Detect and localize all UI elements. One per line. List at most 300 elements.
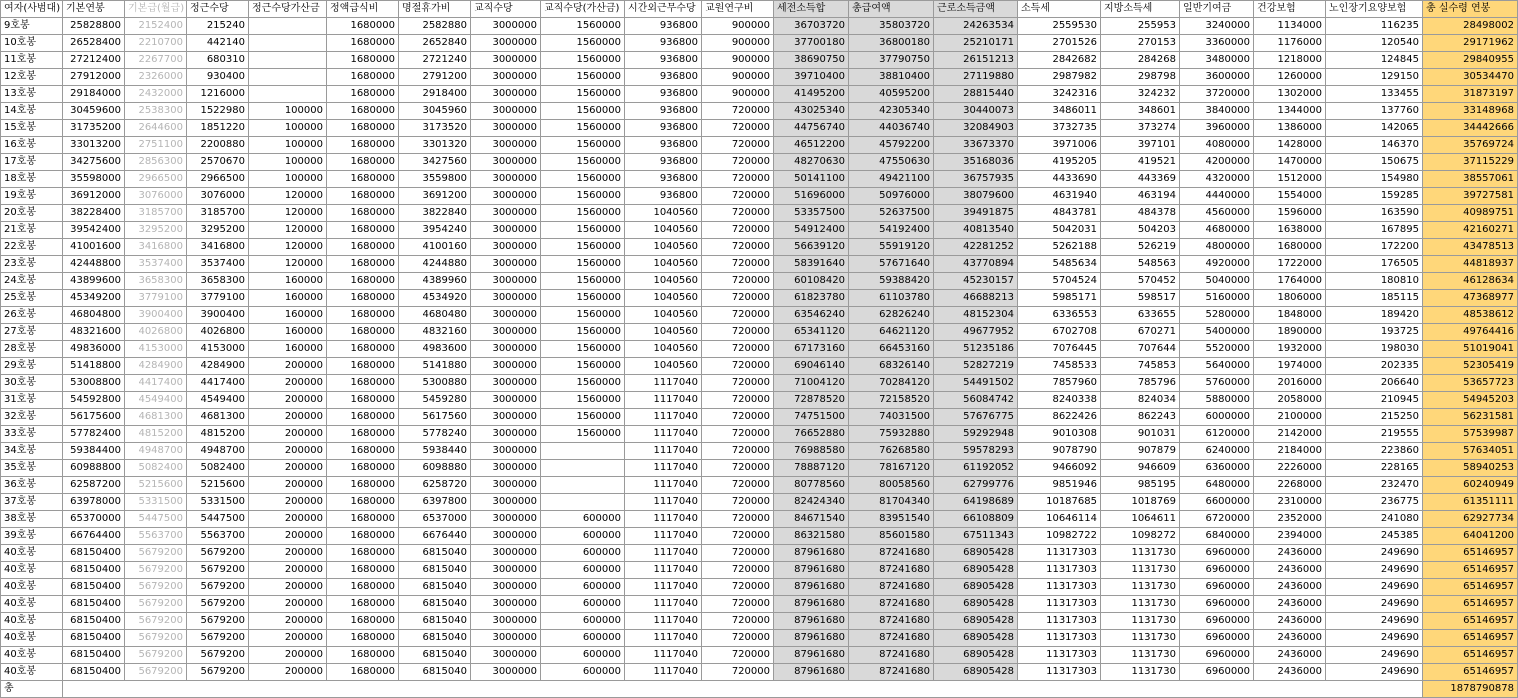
cell-monthly-base[interactable]: 4284900 [125, 358, 187, 375]
cell-monthly-base[interactable]: 5082400 [125, 460, 187, 477]
cell-grade[interactable]: 22호봉 [1, 239, 63, 256]
cell-meal-allowance[interactable]: 1680000 [327, 69, 399, 86]
cell-pension-contribution[interactable]: 3960000 [1180, 120, 1254, 137]
cell-longterm-care-insurance[interactable]: 249690 [1326, 545, 1423, 562]
cell-earned-income[interactable]: 54491502 [934, 375, 1018, 392]
cell-teaching-bonus[interactable]: 1560000 [541, 120, 625, 137]
cell-research-allowance[interactable]: 720000 [702, 205, 774, 222]
cell-research-allowance[interactable]: 720000 [702, 596, 774, 613]
cell-holiday-bonus[interactable]: 2582880 [399, 18, 471, 35]
cell-total-salary[interactable]: 68326140 [849, 358, 934, 375]
cell-longterm-care-insurance[interactable]: 129150 [1326, 69, 1423, 86]
cell-teaching-bonus[interactable]: 600000 [541, 664, 625, 681]
cell-overtime-allowance[interactable]: 1040560 [625, 307, 702, 324]
cell-teaching-allowance[interactable]: 3000000 [471, 273, 541, 290]
cell-total-salary[interactable]: 47550630 [849, 154, 934, 171]
cell-grade[interactable]: 34호봉 [1, 443, 63, 460]
cell-teaching-allowance[interactable]: 3000000 [471, 324, 541, 341]
cell-local-income-tax[interactable]: 570452 [1101, 273, 1180, 290]
cell-holiday-bonus[interactable]: 3954240 [399, 222, 471, 239]
cell-total-salary[interactable]: 50976000 [849, 188, 934, 205]
cell-teaching-bonus[interactable]: 1560000 [541, 392, 625, 409]
cell-total-salary[interactable]: 52637500 [849, 205, 934, 222]
cell-diligence-bonus[interactable]: 120000 [249, 222, 327, 239]
cell-overtime-allowance[interactable]: 1040560 [625, 205, 702, 222]
cell-total-salary[interactable]: 87241680 [849, 596, 934, 613]
cell-teaching-bonus[interactable]: 1560000 [541, 426, 625, 443]
cell-longterm-care-insurance[interactable]: 189420 [1326, 307, 1423, 324]
cell-teaching-allowance[interactable]: 3000000 [471, 239, 541, 256]
cell-base-salary[interactable]: 56175600 [63, 409, 125, 426]
cell-total-salary[interactable]: 87241680 [849, 647, 934, 664]
cell-gross-income[interactable]: 48270630 [774, 154, 849, 171]
cell-earned-income[interactable]: 51235186 [934, 341, 1018, 358]
cell-longterm-care-insurance[interactable]: 215250 [1326, 409, 1423, 426]
cell-research-allowance[interactable]: 720000 [702, 545, 774, 562]
header-gross-income[interactable]: 세전소득합 [774, 1, 849, 18]
cell-local-income-tax[interactable]: 548563 [1101, 256, 1180, 273]
cell-pension-contribution[interactable]: 6120000 [1180, 426, 1254, 443]
cell-overtime-allowance[interactable]: 1117040 [625, 528, 702, 545]
cell-teaching-allowance[interactable]: 3000000 [471, 35, 541, 52]
cell-teaching-allowance[interactable]: 3000000 [471, 52, 541, 69]
cell-pension-contribution[interactable]: 3480000 [1180, 52, 1254, 69]
cell-earned-income[interactable]: 39491875 [934, 205, 1018, 222]
cell-pension-contribution[interactable]: 6240000 [1180, 443, 1254, 460]
cell-overtime-allowance[interactable]: 936800 [625, 69, 702, 86]
cell-teaching-bonus[interactable]: 1560000 [541, 205, 625, 222]
cell-diligence-allowance[interactable]: 4681300 [187, 409, 249, 426]
cell-base-salary[interactable]: 68150400 [63, 596, 125, 613]
cell-holiday-bonus[interactable]: 5141880 [399, 358, 471, 375]
cell-meal-allowance[interactable]: 1680000 [327, 596, 399, 613]
cell-meal-allowance[interactable]: 1680000 [327, 137, 399, 154]
cell-earned-income[interactable]: 45230157 [934, 273, 1018, 290]
cell-local-income-tax[interactable]: 1131730 [1101, 562, 1180, 579]
cell-grade[interactable]: 9호봉 [1, 18, 63, 35]
cell-income-tax[interactable]: 5704524 [1018, 273, 1101, 290]
cell-longterm-care-insurance[interactable]: 249690 [1326, 596, 1423, 613]
cell-longterm-care-insurance[interactable]: 146370 [1326, 137, 1423, 154]
cell-net-annual-pay[interactable]: 65146957 [1423, 596, 1518, 613]
cell-pension-contribution[interactable]: 5040000 [1180, 273, 1254, 290]
cell-diligence-bonus[interactable]: 200000 [249, 562, 327, 579]
cell-earned-income[interactable]: 68905428 [934, 664, 1018, 681]
cell-local-income-tax[interactable]: 348601 [1101, 103, 1180, 120]
cell-diligence-bonus[interactable]: 200000 [249, 545, 327, 562]
cell-monthly-base[interactable]: 5679200 [125, 630, 187, 647]
cell-longterm-care-insurance[interactable]: 249690 [1326, 562, 1423, 579]
cell-teaching-allowance[interactable]: 3000000 [471, 171, 541, 188]
cell-base-salary[interactable]: 68150400 [63, 545, 125, 562]
cell-meal-allowance[interactable]: 1680000 [327, 18, 399, 35]
cell-monthly-base[interactable]: 3900400 [125, 307, 187, 324]
cell-gross-income[interactable]: 51696000 [774, 188, 849, 205]
cell-diligence-bonus[interactable]: 160000 [249, 273, 327, 290]
cell-grade[interactable]: 40호봉 [1, 562, 63, 579]
cell-net-annual-pay[interactable]: 51019041 [1423, 341, 1518, 358]
cell-total-salary[interactable]: 87241680 [849, 579, 934, 596]
cell-local-income-tax[interactable]: 1131730 [1101, 579, 1180, 596]
cell-teaching-allowance[interactable]: 3000000 [471, 154, 541, 171]
cell-health-insurance[interactable]: 1806000 [1254, 290, 1326, 307]
cell-base-salary[interactable]: 48321600 [63, 324, 125, 341]
cell-overtime-allowance[interactable]: 1040560 [625, 222, 702, 239]
cell-diligence-allowance[interactable]: 3295200 [187, 222, 249, 239]
cell-research-allowance[interactable]: 720000 [702, 222, 774, 239]
cell-net-annual-pay[interactable]: 38557061 [1423, 171, 1518, 188]
cell-gross-income[interactable]: 44756740 [774, 120, 849, 137]
cell-health-insurance[interactable]: 2394000 [1254, 528, 1326, 545]
cell-health-insurance[interactable]: 1386000 [1254, 120, 1326, 137]
cell-health-insurance[interactable]: 1428000 [1254, 137, 1326, 154]
cell-overtime-allowance[interactable]: 936800 [625, 103, 702, 120]
cell-total-salary[interactable]: 36800180 [849, 35, 934, 52]
cell-earned-income[interactable]: 46688213 [934, 290, 1018, 307]
cell-teaching-bonus[interactable]: 1560000 [541, 154, 625, 171]
cell-research-allowance[interactable]: 900000 [702, 52, 774, 69]
cell-diligence-bonus[interactable]: 160000 [249, 324, 327, 341]
cell-diligence-allowance[interactable]: 4153000 [187, 341, 249, 358]
cell-total-salary[interactable]: 49421100 [849, 171, 934, 188]
cell-teaching-bonus[interactable] [541, 494, 625, 511]
cell-net-annual-pay[interactable]: 40989751 [1423, 205, 1518, 222]
cell-total-salary[interactable]: 54192400 [849, 222, 934, 239]
cell-local-income-tax[interactable]: 1131730 [1101, 545, 1180, 562]
cell-longterm-care-insurance[interactable]: 202335 [1326, 358, 1423, 375]
cell-longterm-care-insurance[interactable]: 249690 [1326, 647, 1423, 664]
cell-overtime-allowance[interactable]: 1117040 [625, 375, 702, 392]
cell-income-tax[interactable]: 9466092 [1018, 460, 1101, 477]
cell-earned-income[interactable]: 48152304 [934, 307, 1018, 324]
cell-longterm-care-insurance[interactable]: 206640 [1326, 375, 1423, 392]
cell-longterm-care-insurance[interactable]: 249690 [1326, 664, 1423, 681]
cell-base-salary[interactable]: 27912000 [63, 69, 125, 86]
cell-holiday-bonus[interactable]: 6815040 [399, 579, 471, 596]
cell-gross-income[interactable]: 41495200 [774, 86, 849, 103]
cell-local-income-tax[interactable]: 785796 [1101, 375, 1180, 392]
cell-meal-allowance[interactable]: 1680000 [327, 511, 399, 528]
cell-income-tax[interactable]: 3971006 [1018, 137, 1101, 154]
cell-health-insurance[interactable]: 2436000 [1254, 664, 1326, 681]
cell-teaching-allowance[interactable]: 3000000 [471, 426, 541, 443]
cell-income-tax[interactable]: 2842682 [1018, 52, 1101, 69]
cell-longterm-care-insurance[interactable]: 167895 [1326, 222, 1423, 239]
cell-diligence-bonus[interactable] [249, 35, 327, 52]
cell-grade[interactable]: 35호봉 [1, 460, 63, 477]
cell-income-tax[interactable]: 11317303 [1018, 630, 1101, 647]
cell-longterm-care-insurance[interactable]: 223860 [1326, 443, 1423, 460]
cell-diligence-bonus[interactable]: 120000 [249, 256, 327, 273]
cell-total-salary[interactable]: 40595200 [849, 86, 934, 103]
cell-diligence-bonus[interactable]: 160000 [249, 290, 327, 307]
cell-research-allowance[interactable]: 720000 [702, 579, 774, 596]
header-research-allowance[interactable]: 교원연구비 [702, 1, 774, 18]
cell-overtime-allowance[interactable]: 1117040 [625, 511, 702, 528]
cell-income-tax[interactable]: 6336553 [1018, 307, 1101, 324]
cell-research-allowance[interactable]: 720000 [702, 341, 774, 358]
cell-net-annual-pay[interactable]: 30534470 [1423, 69, 1518, 86]
cell-total-salary[interactable]: 59388420 [849, 273, 934, 290]
cell-holiday-bonus[interactable]: 6815040 [399, 647, 471, 664]
cell-base-salary[interactable]: 59384400 [63, 443, 125, 460]
cell-teaching-allowance[interactable]: 3000000 [471, 664, 541, 681]
cell-health-insurance[interactable]: 2436000 [1254, 613, 1326, 630]
cell-longterm-care-insurance[interactable]: 249690 [1326, 630, 1423, 647]
cell-research-allowance[interactable]: 720000 [702, 664, 774, 681]
cell-net-annual-pay[interactable]: 28498002 [1423, 18, 1518, 35]
cell-pension-contribution[interactable]: 4440000 [1180, 188, 1254, 205]
cell-net-annual-pay[interactable]: 57539987 [1423, 426, 1518, 443]
cell-net-annual-pay[interactable]: 58940253 [1423, 460, 1518, 477]
cell-gross-income[interactable]: 87961680 [774, 545, 849, 562]
cell-grade[interactable]: 18호봉 [1, 171, 63, 188]
cell-diligence-bonus[interactable]: 100000 [249, 171, 327, 188]
cell-diligence-allowance[interactable]: 4284900 [187, 358, 249, 375]
cell-teaching-bonus[interactable]: 600000 [541, 596, 625, 613]
cell-diligence-bonus[interactable]: 200000 [249, 528, 327, 545]
header-monthly-base[interactable]: 기본급(월급) [125, 1, 187, 18]
cell-research-allowance[interactable]: 720000 [702, 392, 774, 409]
cell-teaching-bonus[interactable]: 1560000 [541, 358, 625, 375]
cell-research-allowance[interactable]: 720000 [702, 630, 774, 647]
cell-base-salary[interactable]: 60988800 [63, 460, 125, 477]
cell-total-salary[interactable]: 70284120 [849, 375, 934, 392]
cell-research-allowance[interactable]: 720000 [702, 358, 774, 375]
cell-pension-contribution[interactable]: 4920000 [1180, 256, 1254, 273]
cell-earned-income[interactable]: 30440073 [934, 103, 1018, 120]
cell-monthly-base[interactable]: 4153000 [125, 341, 187, 358]
cell-teaching-allowance[interactable]: 3000000 [471, 562, 541, 579]
cell-longterm-care-insurance[interactable]: 142065 [1326, 120, 1423, 137]
cell-income-tax[interactable]: 4195205 [1018, 154, 1101, 171]
cell-pension-contribution[interactable]: 6960000 [1180, 630, 1254, 647]
cell-teaching-allowance[interactable]: 3000000 [471, 307, 541, 324]
cell-teaching-allowance[interactable]: 3000000 [471, 392, 541, 409]
cell-overtime-allowance[interactable]: 1040560 [625, 341, 702, 358]
cell-gross-income[interactable]: 84671540 [774, 511, 849, 528]
cell-net-annual-pay[interactable]: 35769724 [1423, 137, 1518, 154]
cell-gross-income[interactable]: 50141100 [774, 171, 849, 188]
cell-longterm-care-insurance[interactable]: 249690 [1326, 613, 1423, 630]
cell-income-tax[interactable]: 2987982 [1018, 69, 1101, 86]
cell-diligence-bonus[interactable]: 200000 [249, 358, 327, 375]
cell-diligence-bonus[interactable]: 120000 [249, 205, 327, 222]
cell-diligence-allowance[interactable]: 3537400 [187, 256, 249, 273]
cell-local-income-tax[interactable]: 670271 [1101, 324, 1180, 341]
cell-base-salary[interactable]: 31735200 [63, 120, 125, 137]
cell-total-salary[interactable]: 80058560 [849, 477, 934, 494]
cell-net-annual-pay[interactable]: 61351111 [1423, 494, 1518, 511]
cell-overtime-allowance[interactable]: 1117040 [625, 613, 702, 630]
cell-net-annual-pay[interactable]: 31873197 [1423, 86, 1518, 103]
cell-monthly-base[interactable]: 5563700 [125, 528, 187, 545]
cell-health-insurance[interactable]: 1512000 [1254, 171, 1326, 188]
cell-income-tax[interactable]: 11317303 [1018, 545, 1101, 562]
cell-earned-income[interactable]: 27119880 [934, 69, 1018, 86]
cell-grade[interactable]: 24호봉 [1, 273, 63, 290]
cell-diligence-bonus[interactable] [249, 86, 327, 103]
cell-holiday-bonus[interactable]: 6397800 [399, 494, 471, 511]
cell-local-income-tax[interactable]: 397101 [1101, 137, 1180, 154]
cell-monthly-base[interactable]: 2432000 [125, 86, 187, 103]
cell-diligence-bonus[interactable]: 200000 [249, 426, 327, 443]
cell-net-annual-pay[interactable]: 34442666 [1423, 120, 1518, 137]
cell-income-tax[interactable]: 7857960 [1018, 375, 1101, 392]
cell-total-salary[interactable]: 35803720 [849, 18, 934, 35]
cell-local-income-tax[interactable]: 419521 [1101, 154, 1180, 171]
cell-health-insurance[interactable]: 1764000 [1254, 273, 1326, 290]
cell-meal-allowance[interactable]: 1680000 [327, 341, 399, 358]
cell-base-salary[interactable]: 42448800 [63, 256, 125, 273]
cell-grade[interactable]: 40호봉 [1, 613, 63, 630]
cell-local-income-tax[interactable]: 284268 [1101, 52, 1180, 69]
cell-overtime-allowance[interactable]: 1117040 [625, 392, 702, 409]
cell-diligence-allowance[interactable]: 5679200 [187, 545, 249, 562]
cell-earned-income[interactable]: 67511343 [934, 528, 1018, 545]
cell-earned-income[interactable]: 43770894 [934, 256, 1018, 273]
cell-longterm-care-insurance[interactable]: 241080 [1326, 511, 1423, 528]
cell-net-annual-pay[interactable]: 37115229 [1423, 154, 1518, 171]
cell-grade[interactable]: 27호봉 [1, 324, 63, 341]
cell-research-allowance[interactable]: 720000 [702, 188, 774, 205]
cell-base-salary[interactable]: 51418800 [63, 358, 125, 375]
cell-grade[interactable]: 31호봉 [1, 392, 63, 409]
cell-health-insurance[interactable]: 2016000 [1254, 375, 1326, 392]
cell-teaching-allowance[interactable]: 3000000 [471, 409, 541, 426]
cell-income-tax[interactable]: 5485634 [1018, 256, 1101, 273]
cell-local-income-tax[interactable]: 598517 [1101, 290, 1180, 307]
cell-monthly-base[interactable]: 3537400 [125, 256, 187, 273]
cell-meal-allowance[interactable]: 1680000 [327, 664, 399, 681]
cell-grade[interactable]: 38호봉 [1, 511, 63, 528]
cell-monthly-base[interactable]: 2210700 [125, 35, 187, 52]
cell-monthly-base[interactable]: 5679200 [125, 647, 187, 664]
cell-gross-income[interactable]: 38690750 [774, 52, 849, 69]
cell-health-insurance[interactable]: 1722000 [1254, 256, 1326, 273]
cell-earned-income[interactable]: 64198689 [934, 494, 1018, 511]
cell-longterm-care-insurance[interactable]: 185115 [1326, 290, 1423, 307]
cell-pension-contribution[interactable]: 6960000 [1180, 596, 1254, 613]
cell-longterm-care-insurance[interactable]: 180810 [1326, 273, 1423, 290]
cell-local-income-tax[interactable]: 1131730 [1101, 596, 1180, 613]
cell-net-annual-pay[interactable]: 65146957 [1423, 545, 1518, 562]
cell-diligence-bonus[interactable]: 200000 [249, 664, 327, 681]
cell-pension-contribution[interactable]: 5880000 [1180, 392, 1254, 409]
cell-health-insurance[interactable]: 2226000 [1254, 460, 1326, 477]
cell-gross-income[interactable]: 43025340 [774, 103, 849, 120]
cell-total-salary[interactable]: 78167120 [849, 460, 934, 477]
cell-overtime-allowance[interactable]: 1117040 [625, 477, 702, 494]
cell-teaching-bonus[interactable]: 1560000 [541, 409, 625, 426]
cell-gross-income[interactable]: 87961680 [774, 647, 849, 664]
cell-gross-income[interactable]: 72878520 [774, 392, 849, 409]
cell-teaching-bonus[interactable]: 1560000 [541, 341, 625, 358]
cell-base-salary[interactable]: 54592800 [63, 392, 125, 409]
cell-overtime-allowance[interactable]: 1040560 [625, 290, 702, 307]
cell-longterm-care-insurance[interactable]: 176505 [1326, 256, 1423, 273]
cell-overtime-allowance[interactable]: 1040560 [625, 358, 702, 375]
cell-diligence-bonus[interactable]: 200000 [249, 443, 327, 460]
cell-meal-allowance[interactable]: 1680000 [327, 579, 399, 596]
cell-diligence-bonus[interactable]: 200000 [249, 409, 327, 426]
cell-income-tax[interactable]: 11317303 [1018, 562, 1101, 579]
cell-local-income-tax[interactable]: 298798 [1101, 69, 1180, 86]
cell-earned-income[interactable]: 32084903 [934, 120, 1018, 137]
cell-local-income-tax[interactable]: 270153 [1101, 35, 1180, 52]
cell-diligence-allowance[interactable]: 5679200 [187, 613, 249, 630]
cell-local-income-tax[interactable]: 1018769 [1101, 494, 1180, 511]
total-net-pay[interactable]: 1878790878 [1423, 681, 1518, 698]
cell-meal-allowance[interactable]: 1680000 [327, 188, 399, 205]
cell-income-tax[interactable]: 8622426 [1018, 409, 1101, 426]
cell-grade[interactable]: 36호봉 [1, 477, 63, 494]
cell-base-salary[interactable]: 35598000 [63, 171, 125, 188]
cell-net-annual-pay[interactable]: 65146957 [1423, 579, 1518, 596]
cell-research-allowance[interactable]: 720000 [702, 103, 774, 120]
cell-monthly-base[interactable]: 2856300 [125, 154, 187, 171]
cell-meal-allowance[interactable]: 1680000 [327, 613, 399, 630]
cell-diligence-allowance[interactable]: 2570670 [187, 154, 249, 171]
cell-health-insurance[interactable]: 1554000 [1254, 188, 1326, 205]
cell-gross-income[interactable]: 63546240 [774, 307, 849, 324]
cell-grade[interactable]: 26호봉 [1, 307, 63, 324]
cell-longterm-care-insurance[interactable]: 124845 [1326, 52, 1423, 69]
cell-earned-income[interactable]: 59292948 [934, 426, 1018, 443]
cell-longterm-care-insurance[interactable]: 133455 [1326, 86, 1423, 103]
cell-diligence-allowance[interactable]: 4815200 [187, 426, 249, 443]
cell-net-annual-pay[interactable]: 56231581 [1423, 409, 1518, 426]
cell-earned-income[interactable]: 35168036 [934, 154, 1018, 171]
cell-diligence-bonus[interactable]: 200000 [249, 596, 327, 613]
cell-diligence-allowance[interactable]: 5331500 [187, 494, 249, 511]
cell-income-tax[interactable]: 2559530 [1018, 18, 1101, 35]
cell-meal-allowance[interactable]: 1680000 [327, 443, 399, 460]
cell-income-tax[interactable]: 2701526 [1018, 35, 1101, 52]
cell-teaching-allowance[interactable]: 3000000 [471, 545, 541, 562]
cell-monthly-base[interactable]: 2966500 [125, 171, 187, 188]
header-teaching-allowance[interactable]: 교직수당 [471, 1, 541, 18]
cell-gross-income[interactable]: 37700180 [774, 35, 849, 52]
cell-diligence-allowance[interactable]: 1522980 [187, 103, 249, 120]
cell-diligence-bonus[interactable]: 120000 [249, 188, 327, 205]
cell-research-allowance[interactable]: 720000 [702, 324, 774, 341]
cell-base-salary[interactable]: 30459600 [63, 103, 125, 120]
cell-overtime-allowance[interactable]: 936800 [625, 52, 702, 69]
cell-grade[interactable]: 10호봉 [1, 35, 63, 52]
cell-total-salary[interactable]: 61103780 [849, 290, 934, 307]
cell-research-allowance[interactable]: 900000 [702, 69, 774, 86]
cell-overtime-allowance[interactable]: 936800 [625, 86, 702, 103]
cell-longterm-care-insurance[interactable]: 116235 [1326, 18, 1423, 35]
cell-pension-contribution[interactable]: 3240000 [1180, 18, 1254, 35]
cell-total-salary[interactable]: 37790750 [849, 52, 934, 69]
cell-total-salary[interactable]: 64621120 [849, 324, 934, 341]
cell-net-annual-pay[interactable]: 57634051 [1423, 443, 1518, 460]
cell-local-income-tax[interactable]: 463194 [1101, 188, 1180, 205]
cell-earned-income[interactable]: 38079600 [934, 188, 1018, 205]
cell-teaching-bonus[interactable]: 600000 [541, 511, 625, 528]
cell-base-salary[interactable]: 68150400 [63, 579, 125, 596]
cell-research-allowance[interactable]: 720000 [702, 528, 774, 545]
cell-holiday-bonus[interactable]: 3045960 [399, 103, 471, 120]
cell-meal-allowance[interactable]: 1680000 [327, 35, 399, 52]
cell-grade[interactable]: 39호봉 [1, 528, 63, 545]
cell-base-salary[interactable]: 68150400 [63, 630, 125, 647]
cell-earned-income[interactable]: 62799776 [934, 477, 1018, 494]
cell-income-tax[interactable]: 11317303 [1018, 596, 1101, 613]
cell-net-annual-pay[interactable]: 65146957 [1423, 630, 1518, 647]
